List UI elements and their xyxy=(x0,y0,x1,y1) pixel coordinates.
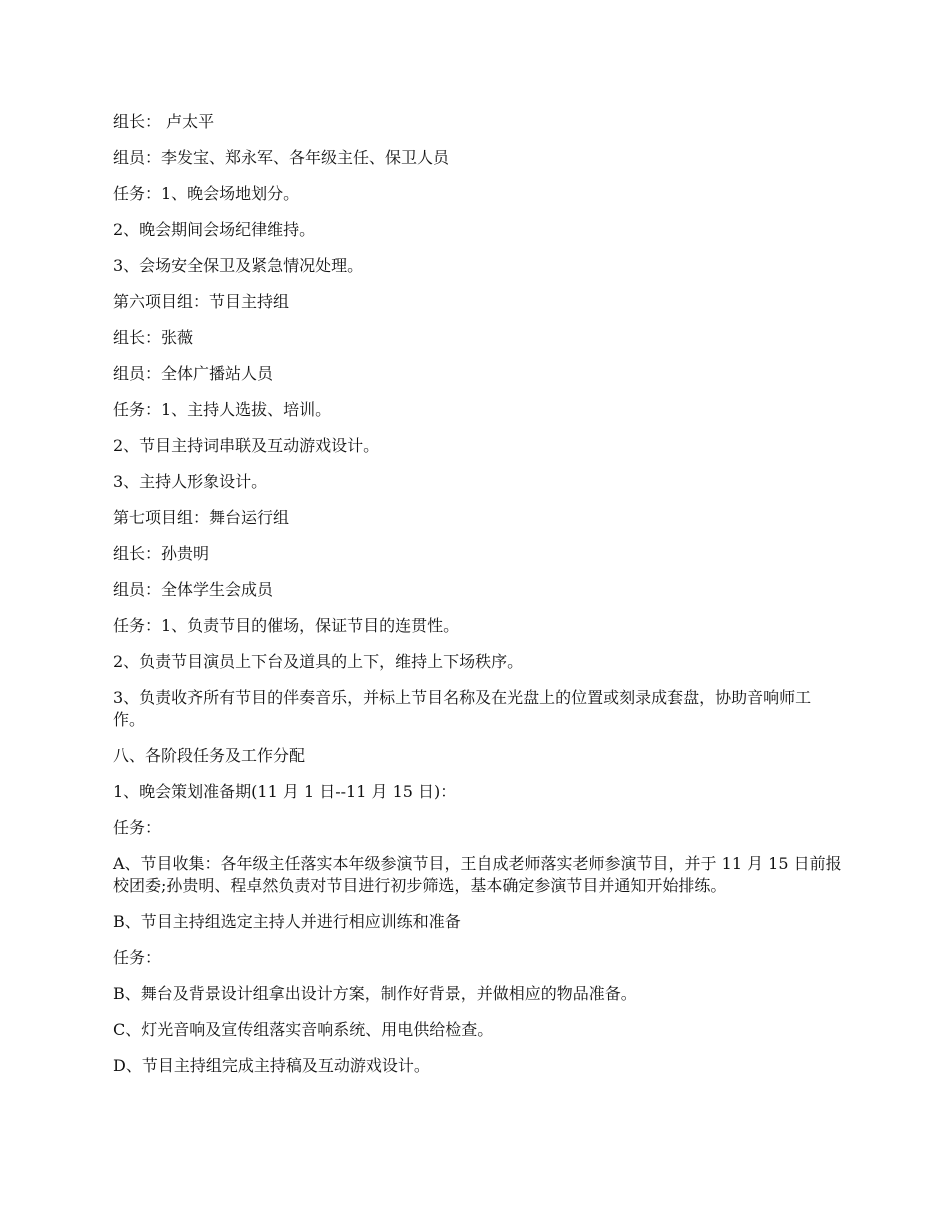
paragraph-members-2: 组员：全体广播站人员 xyxy=(113,364,274,383)
section-heading-8: 八、各阶段任务及工作分配 xyxy=(113,746,306,765)
paragraph-members-1: 组员：李发宝、郑永军、各年级主任、保卫人员 xyxy=(113,148,450,167)
section-heading-group-7: 第七项目组：舞台运行组 xyxy=(113,508,290,527)
paragraph-item-b-1: B、节目主持组选定主持人并进行相应训练和准备 xyxy=(113,912,461,931)
paragraph-task-4: 任务：1、主持人选拔、培训。 xyxy=(113,400,332,419)
paragraph-leader-3: 组长：孙贵明 xyxy=(113,544,210,563)
paragraph-task-label-2: 任务： xyxy=(113,948,162,967)
paragraph-task-3: 3、会场安全保卫及紧急情况处理。 xyxy=(113,256,364,275)
paragraph-task-1: 任务：1、晚会场地划分。 xyxy=(113,184,300,203)
paragraph-task-7: 任务：1、负责节目的催场，保证节目的连贯性。 xyxy=(113,616,460,635)
document-body xyxy=(113,111,843,1091)
paragraph-task-9: 3、负责收齐所有节目的伴奏音乐，并标上节目名称及在光盘上的位置或刻录成套盘，协助音响师工作。 xyxy=(113,688,812,729)
paragraph-item-c: C、灯光音响及宣传组落实音响系统、用电供给检查。 xyxy=(113,1020,494,1039)
paragraph-task-5: 2、节目主持词串联及互动游戏设计。 xyxy=(113,436,380,455)
paragraph-item-a: A、节目收集：各年级主任落实本年级参演节目，王自成老师落实老师参演节目，并于 11 月 15 日前报校团委;孙贵明、程卓然负责对节目进行初步筛选，基本确定参演节目并通知开始排练。 xyxy=(113,854,842,895)
paragraph-task-label-1: 任务： xyxy=(113,818,162,837)
paragraph-leader-1: 组长： 卢太平 xyxy=(113,112,215,131)
paragraph-members-3: 组员：全体学生会成员 xyxy=(113,580,274,599)
paragraph-task-2: 2、晚会期间会场纪律维持。 xyxy=(113,220,316,239)
paragraph-task-8: 2、负责节目演员上下台及道具的上下，维持上下场秩序。 xyxy=(113,652,524,671)
paragraph-leader-2: 组长：张薇 xyxy=(113,328,194,347)
paragraph-phase-1: 1、晚会策划准备期(11 月 1 日--11 月 15 日)： xyxy=(113,782,457,801)
paragraph-item-b-2: B、舞台及背景设计组拿出设计方案，制作好背景，并做相应的物品准备。 xyxy=(113,984,637,1003)
paragraph-item-d: D、节目主持组完成主持稿及互动游戏设计。 xyxy=(113,1056,430,1075)
paragraph-task-6: 3、主持人形象设计。 xyxy=(113,472,268,491)
section-heading-group-6: 第六项目组：节目主持组 xyxy=(113,292,290,311)
